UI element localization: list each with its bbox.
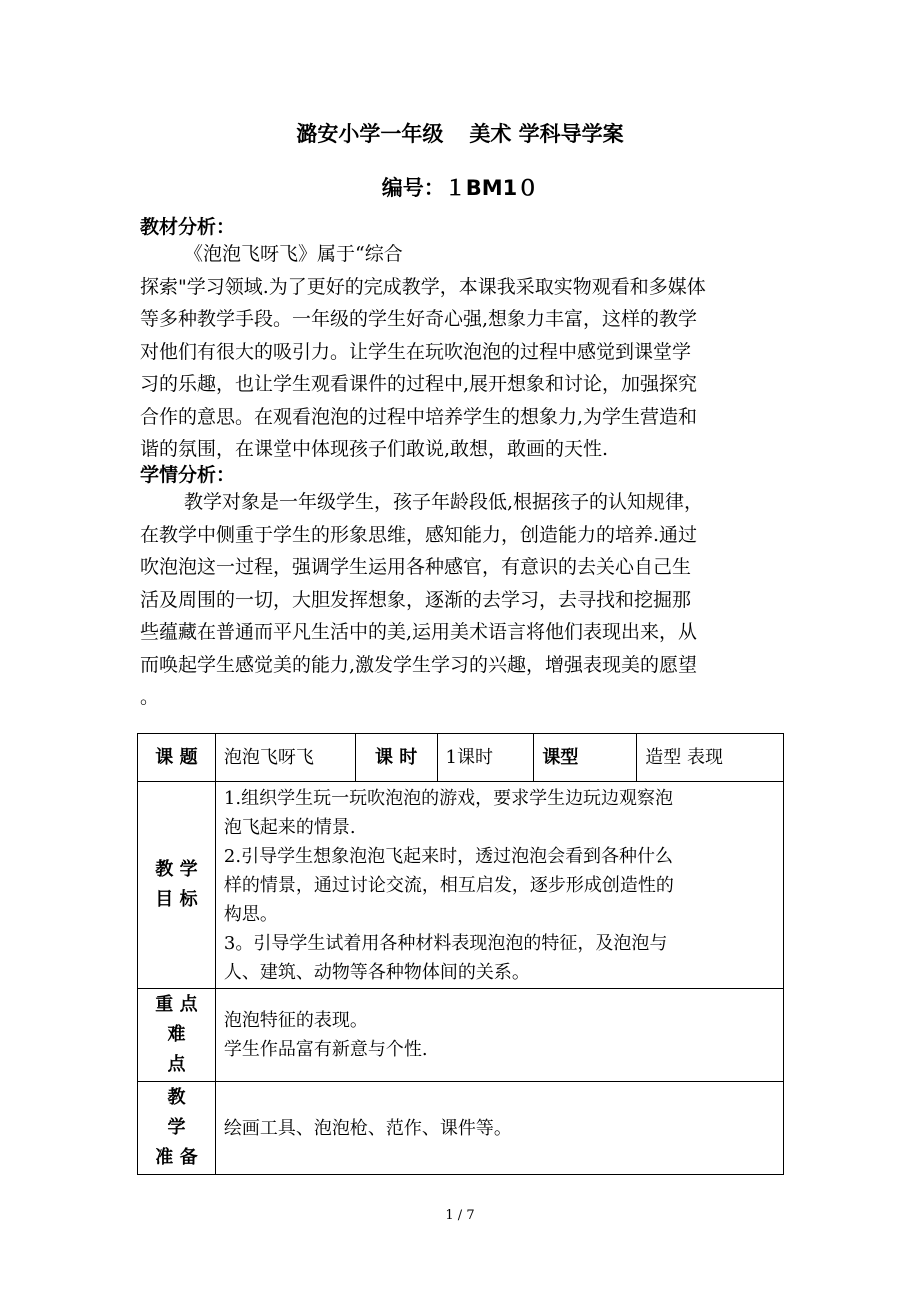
paragraph-line: 教学对象是一年级学生，孩子年龄段低,根据孩子的认知规律， [184, 491, 704, 513]
paragraph-line: 等多种教学手段。一年级的学生好奇心强,想象力丰富，这样的教学 [140, 308, 698, 330]
table-row [138, 782, 784, 989]
material-analysis-paragraph [140, 238, 790, 466]
table-row [138, 734, 784, 782]
hours-label: 课 时 [355, 734, 437, 782]
goal-line: 构思。 [223, 903, 278, 925]
goals-label-line: 目 标 [155, 889, 198, 910]
paragraph-line: 探索"学习领域.为了更好的完成教学，本课我采取实物观看和多媒体 [140, 275, 706, 298]
type-label: 课型 [534, 734, 637, 782]
student-analysis-heading: 学情分析： [140, 464, 236, 486]
paragraph-line: 吹泡泡这一过程，强调学生运用各种感官，有意识的去关心自己生 [140, 556, 692, 578]
key-points-label-line: 难 [167, 1024, 186, 1045]
page-number: 1 / 7 [445, 1208, 475, 1223]
paragraph-line: 《泡泡飞呀飞》属于“综合 [184, 243, 403, 265]
key-point-line: 学生作品富有新意与个性. [223, 1039, 428, 1060]
goal-line: 2.引导学生想象泡泡飞起来时，透过泡泡会看到各种什么 [223, 845, 674, 867]
goals-label-line: 教 学 [155, 859, 198, 880]
type-value: 造型 表现 [637, 734, 784, 782]
preparation-label-line: 学 [167, 1117, 186, 1138]
key-points-label-line: 重 点 [155, 994, 198, 1015]
hours-value: 1课时 [437, 734, 534, 782]
paragraph-line: 活及周围的一切，大胆发挥想象，逐渐的去学习，去寻找和挖掘那 [140, 588, 692, 611]
paragraph-line: 而唤起学生感觉美的能力,激发学生学习的兴趣，增强表现美的愿望 [140, 653, 698, 676]
goal-line: 样的情景，通过讨论交流，相互启发，逐步形成创造性的 [223, 874, 674, 896]
key-points-content [215, 989, 783, 1082]
goals-label [138, 782, 216, 989]
key-points-label [138, 989, 216, 1082]
topic-value: 泡泡飞呀飞 [215, 734, 355, 782]
table-row [138, 989, 784, 1082]
title-school-grade: 潞安小学一年级 [296, 122, 444, 146]
goal-line: 泡飞起来的情景. [223, 816, 356, 838]
paragraph-line: 习的乐趣，也让学生观看课件的过程中,展开想象和讨论，加强探究 [140, 373, 698, 395]
goal-line: 1.组织学生玩一玩吹泡泡的游戏，要求学生边玩边观察泡 [223, 787, 674, 809]
table-row [138, 1082, 784, 1175]
material-analysis-heading: 教材分析： [140, 216, 236, 238]
paragraph-line: 合作的意思。在观看泡泡的过程中培养学生的想象力,为学生营造和 [140, 405, 698, 428]
preparation-label [138, 1082, 216, 1175]
key-point-line: 泡泡特征的表现。 [223, 1010, 368, 1031]
goals-content [215, 782, 783, 989]
preparation-label-line: 教 [167, 1087, 186, 1108]
paragraph-line: 在教学中侧重于学生的形象思维，感知能力，创造能力的培养.通过 [140, 523, 698, 546]
student-analysis-paragraph [140, 486, 790, 714]
paragraph-line: 对他们有很大的吸引力。让学生在玩吹泡泡的过程中感觉到课堂学 [140, 340, 692, 363]
paragraph-line: 。 [140, 686, 160, 708]
paragraph-line: 些蕴藏在普通而平凡生活中的美,运用美术语言将他们表现出来，从 [140, 621, 698, 643]
goal-line: 3。引导学生试着用各种材料表现泡泡的特征，及泡泡与 [223, 932, 668, 954]
topic-label: 课 题 [138, 734, 216, 782]
key-points-label-line: 点 [167, 1054, 186, 1075]
lesson-plan-table [137, 733, 784, 1175]
document-code: 编号：１BM1０ [381, 176, 539, 200]
goal-line: 人、建筑、动物等各种物体间的关系。 [223, 961, 530, 983]
title-subject: 美术 学科导学案 [469, 122, 624, 146]
page-title [0, 118, 920, 148]
preparation-label-line: 准 备 [155, 1147, 198, 1168]
paragraph-line: 谐的氛围，在课堂中体现孩子们敢说,敢想，敢画的天性. [140, 438, 609, 460]
preparation-content: 绘画工具、泡泡枪、范作、课件等。 [215, 1082, 783, 1175]
